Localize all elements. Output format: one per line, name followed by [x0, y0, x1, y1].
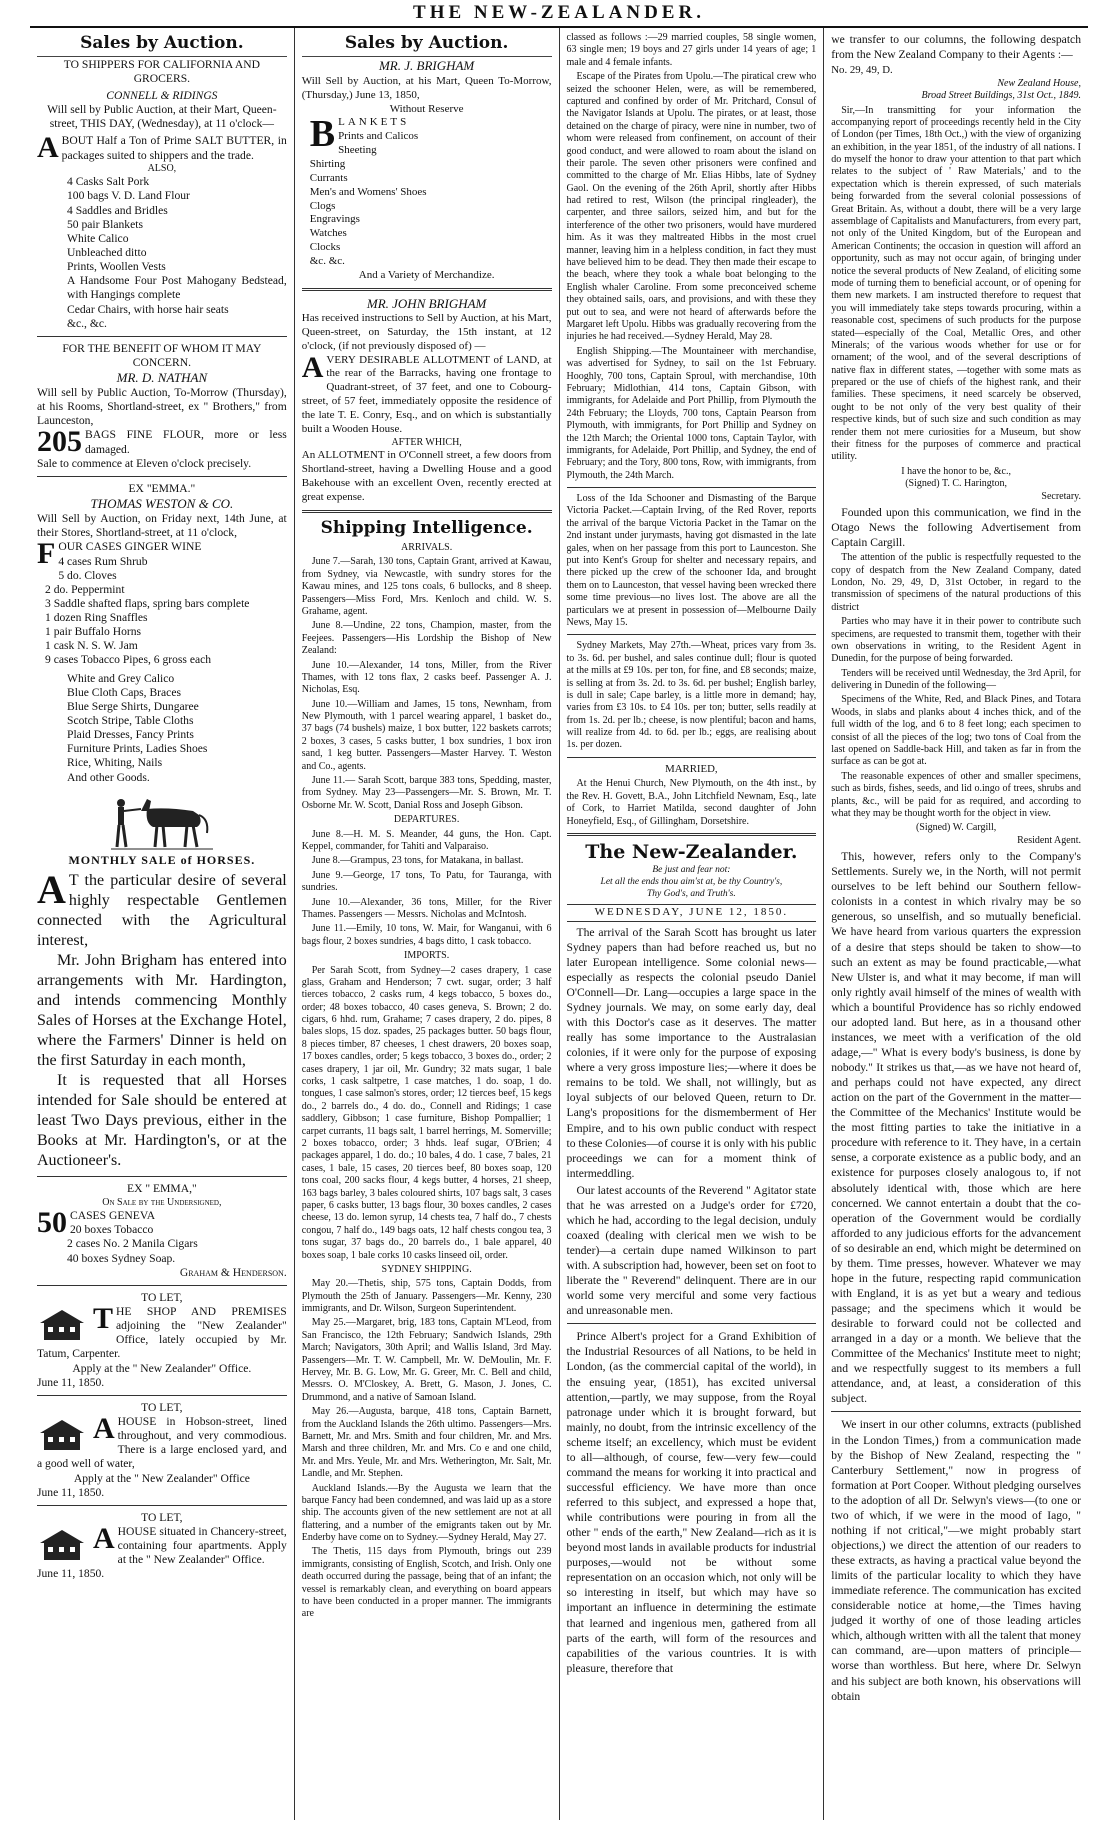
ad-text: HOUSE situated in Chancery-street, containing four apartments. Apply at the " New Zealander" Office. [117, 1524, 287, 1567]
horse-with-groom-icon [107, 789, 217, 851]
apply-text: Apply at the " New Zealander" Office [73, 1471, 250, 1485]
list-item: 20 boxes Tobacco [70, 1223, 154, 1237]
news-paragraph: Loss of the Ida Schooner and Dismasting of the Barque Victoria Packet.—Captain Irving, of the Red Rover, reports the arrival of the barque Victoria Packet in the Tamar on the 2nd instant under jurymasts, having got dismasted in the late gales, when on her passage from this port to Launceston. She put into Kent's Group for shelter and necessary repairs, and there picked up the crew of the schooner Ida, and brought them on to Launceston, that vessel having been wrecked there some time previous—no lives lost. The above are all the particulars we at present in possession of—Melbourne Daily News, May 15. [566, 493, 817, 628]
ad-text: CASES GENEVA [70, 1208, 156, 1222]
ad-text: An ALLOTMENT in O'Connell street, a few doors from Shortland-street, having a Dwelling House and a good Bakehouse with an excellent Oven, recently erected at great expense. [301, 449, 552, 503]
auctioneer-name: MR. D. NATHAN [116, 370, 208, 386]
list-item: Blue Serge Shirts, Dungaree [67, 699, 199, 713]
motto-line: Be just and fear not: [652, 864, 731, 875]
list-item: 1 cask N. S. W. Jam [45, 639, 138, 653]
list-item: 9 cases Tobacco Pipes, 6 gross each [45, 653, 212, 667]
news-paragraph: classed as follows :—29 married couples, 58 single women, 63 single men; 19 boys and 27 girls under 14 years of age; 1 male and 4 female infants. [566, 32, 817, 68]
ad-heading: TO LET, [141, 1290, 183, 1304]
motto-line: Let all the ends thou aim'st at, be thy Country's, [600, 876, 783, 887]
house-icon [37, 1418, 87, 1452]
paper-title: The New-Zealander. [585, 841, 798, 864]
ad-heading: EX " EMMA," [127, 1182, 197, 1196]
list-item: LANKETS [338, 116, 410, 129]
list-item: Watches [309, 227, 347, 240]
ad-text: It is requested that all Horses intended for Sale should be entered at least Two Days previous, either in the Books at Mr. Hardington's, or at the Auctioneer's. [37, 1072, 287, 1170]
list-item: Cedar Chairs, with horse hair seats [67, 302, 229, 316]
list-item: 4 Casks Salt Pork [67, 175, 150, 189]
ad-heading: MONTHLY SALE of HORSES. [68, 852, 256, 867]
list-item: And other Goods. [67, 770, 150, 784]
news-paragraph: Per Sarah Scott, from Sydney—2 cases drapery, 1 case glass, Graham and Henderson; 7 cwt. sugar, order; 3 half tierces tobacco, 2 casks rum, 4 kegs tobacco, 5 boxes do., order; 48 boxes tobacco, 40 cases geneva, S. Brown; 2 do. cigars, 6 hhd. rum, Grahame; 7 cases drapery, 2 do. pipes, 8 bales slops, 15 doz. spades, 25 packages butter. 50 bags flour, 8 pieces timber, 87 cheeses, 1 chest drawers, 20 boxes soap, 17 boxes candles, order; 5 kegs tobacco, 3 boxes do., order; 2 cases drapery, 1 jar oil, Mr. Gundry; 32 mats sugar, 1 bale corks, 1 cask saltpetre, 1 case matches, 1 do. soap, 1 do. tongues, 1 case salmon's stores, order; 12 tierces beef, 15 kegs do., 2 barrels do., 4 do. do., Connell and Ridings; 1 case saddlery, Gibbson; 1 case furniture, Bishop Pompallier; 1 carpet currants, 11 bags salt, 1 barrel herrings, M. Somerville; 2 boxes tobacco, order; 3 hhds. leaf sugar, O'Brien; 4 packages apparel, 1 do. do.; 10 bales, 4 do. 1 case, 7 bales, 21 cases, 1 bale, 15 cases, 20 tierces beef, 80 boxes soap, 120 tons coal, 200 sacks flour, 4 kegs butter, 4 horses, 21 sheep, 163 bags barley, 3 bales coloured shirts, 107 bags salt, 3 cases paper, 6 casks butter, 13 bags flour, 30 boxes candles, 2 cases cheese, 13 do. lemon syrup, 14 chests tea, 7 half do., 7 chests congou, 7 half do., 149 bags oats, 12 half chests congou tea, 3 tons sugar, 37 bags do., 20 barrels do., 1 bale apparel, 40 boxes soap, 1 bale corks 10 casks linseed oil, order. [301, 964, 552, 1261]
news-paragraph: The Thetis, 115 days from Plymouth, brings out 239 immigrants, consisting of English, Scotch, and Irish. Only one death occurred during the passage, being that of an infant; the vessel is remarkably clean, and everything on board appears to have been conducted in a proper manner. The immigrants are [301, 1546, 552, 1620]
ad-heading: FOR THE BENEFIT OF WHOM IT MAY CONCERN. [62, 341, 262, 370]
section-heading: Shipping Intelligence. [320, 517, 533, 538]
apply-text: Apply at the " New Zealander" Office. [72, 1361, 252, 1375]
section-heading: Sales by Auction. [37, 33, 287, 57]
news-paragraph: June 9.—George, 17 tons, To Patu, for Tauranga, with sundries. [301, 869, 552, 894]
ad-text: Sale to commence at Eleven o'clock precisely. [37, 456, 252, 470]
column-3 [559, 28, 824, 1820]
list-item: &c. &c. [309, 254, 345, 267]
ad-text: Will sell by Public Auction, at their Mart, Queen-street, THIS DAY, (Wednesday), at 11 o'clock— [47, 103, 277, 131]
news-paragraph: June 11.— Sarah Scott, barque 383 tons, Spedding, master, from Sydney. May 23—Passengers—Mr. S. Brown, Mr. T. Osborne Mr. W. Scott, Danial Ross and Joseph Gibson. [301, 775, 552, 811]
auctioneer-name: MR. J. BRIGHAM [378, 58, 475, 74]
drop-cap: T [93, 1304, 114, 1335]
news-paragraph: June 8.—H. M. S. Meander, 44 guns, the Hon. Capt. Keppel, commander, for Tahiti and Valparaiso. [301, 828, 552, 852]
auctioneer-name: THOMAS WESTON & CO. [90, 496, 234, 512]
ad-text: BOUT Half a Ton of Prime SALT BUTTER, in packages suited to shippers and the trade. [61, 134, 287, 162]
advertisement-paragraph: Tenders will be received until Wednesday, the 3rd April, for delivering in Dunedin of the following— [831, 667, 1081, 692]
list-item: 1 dozen Ring Snaffles [45, 611, 148, 625]
dateline: WEDNESDAY, JUNE 12, 1850. [567, 904, 817, 922]
drop-cap: A [93, 1414, 115, 1445]
quantity-number: 50 [37, 1208, 67, 1238]
news-paragraph: June 8.—Grampus, 23 tons, for Matakana, in ballast. [311, 855, 524, 867]
masthead: THE NEW-ZEALANDER. [30, 0, 1088, 28]
news-paragraph: Escape of the Pirates from Upolu.—The piratical crew who seized the schooner Helen, were, as will be remembered, captured and confined by order of Mr. Pritchard, Consul of the Navigator Islands at Upolu. The pirates, or at least, those detained on the charge of piracy, were nine in number, two of whom were released from confinement, on account of their good conduct, and were allowed to roam about the island on their parole. The seven other prisoners were confined and committed to the charge of Mr. Elias Hibbs, late of Sydney Gaol. On the evening of the 26th April, shortly after Hibbs had retired to rest, Wilson (the principal ringleader), the carpenter, and three sailors, seized him, and but for the interference of the other two prisoners, would have murdered him. As it was they maltreated Hibbs in the most cruel manner, leaving him in a helpless condition, in fact they must have believed him to be dead. They then made their escape to the beach, where they took a whale boat belonging to the English whaler Caroline. From some preconceived scheme they obtained sails, oars, and provisions, and with these they put out to sea, and were not heard of afterwards before the Margaret left Upolu. Hibbs was gradually recovering from the injuries he had received.—Sydney Herald, May 28. [566, 71, 817, 343]
ad-text: HOUSE in Hobson-street, lined throughout, and very commodious. There is a large enclosed yard, and a good well of water, [37, 1414, 287, 1471]
ad-text: HE SHOP AND PREMISES adjoining the "New Zealander" Office, lately occupied by Mr. Tatum, Carpenter. [37, 1304, 287, 1361]
ad-heading: TO LET, [141, 1510, 183, 1524]
list-item: Engravings [309, 213, 360, 226]
list-item: Sheeting [338, 144, 377, 157]
column-4 [823, 28, 1088, 1820]
house-icon [37, 1528, 87, 1562]
letter-paragraph: Sir,—In transmitting for your information the accompanying report of proceedings recently held in the City of London (per Times, 18th Oct.,) with the view of organizing an exhibition, in the year 1851, of the industry of all nations. I do myself the honor to draw your attention to that part which relates to the subject of ' Raw Materials,' and to the expectation which is therein expressed, of such materials being forwarded from the several colonial possessions of Great Britain. As, without a doubt, there will be a very large assemblage of Capitalists and Manufacturers, from every part, not only of the United Kingdom, but of the European and American Continents; the occasion in question will afford an opportunity, such as may not occur again, of bringing under notice the several products of New Zealand, of eliciting some mode of turning them to beneficial account, or of opening for them new markets. I am instructed therefore to request that you will immediately take steps towards procuring, within a reasonable cost, specimens of such products for the purpose stated—especially of the Coal, Metallic Ores, and other Minerals; of the various woods whether for use or for ornament; of the wool, and of the several descriptions of native flax in different states, —together with some mats as prepared or the use of chiefs of the highest rank, and their families. These specimens, it need scarcely be observed, ought to be not only of the very best quality of their respective kinds, but of such size and such condition as may render them not mere curiosities for a Museum, but show their fitness for the purposes of commerce and practical utility. [831, 104, 1081, 463]
signature-title: Secretary. [1041, 490, 1081, 502]
news-paragraph: May 26.—Augusta, barque, 418 tons, Captain Barnett, from the Auckland Islands the 26th ultimo. Passengers—Mrs. Barnett, Mr. and Mrs. Smith and four children, Mr. and Mrs. Marsh and three children, Mr. and Mrs. Co e and one child, Mr. and Mrs. Yeule, Mr. and Mrs. Wetherington, Mr. Salt, Mr. Landle, and Mr. Stephen. [301, 1406, 552, 1480]
signature: Graham & Henderson. [179, 1265, 287, 1279]
list-item: 4 Saddles and Bridles [67, 203, 168, 217]
ad-text: Has received instructions to Sell by Auction, at his Mart, Queen-street, on Saturday, the 15th instant, at 12 o'clock, (if not previously disposed of) — [301, 312, 552, 352]
quantity-number: 205 [37, 428, 82, 457]
signature: (Signed) T. C. Harington, [905, 478, 1008, 490]
ad-text: BAGS FINE FLOUR, more or less damaged. [85, 428, 287, 456]
drop-cap: F [37, 540, 56, 571]
list-item: Unbleached ditto [67, 246, 147, 260]
news-paragraph: June 10.—William and James, 15 tons, Newnham, from New Plymouth, with 1 parcel wearing apparel, 1 basket do., 37 bags (74 bushels) maize, 1 box butter, 122 baskets carrots; 2 boxes, 3 cases, 5 casks butter, 1 box sundries, 1 box iron sand, 1 keg butter. Passengers—Master Harvey. T. Weston and Co., agents. [301, 698, 552, 772]
news-paragraph: At the Henui Church, New Plymouth, on the 4th inst., by the Rev. H. Govett, B.A., John Litchfield Newnam, Esq., late of Cork, to Harriet Matilda, second daughter of John Honeyfield, Esq., of Gillingham, Dorsetshire. [566, 778, 817, 827]
ad-text: T the particular desire of several highly respectable Gentlemen connected with the Agricultural interest, [37, 872, 287, 950]
subheading: IMPORTS. [404, 950, 450, 962]
list-item: 2 cases No. 2 Manila Cigars [67, 1237, 198, 1251]
subheading: ARRIVALS. [401, 542, 453, 554]
signature-title: Resident Agent. [1017, 834, 1081, 846]
ad-text: Without Reserve [389, 102, 464, 115]
ad-text: On Sale by the Undersigned, [102, 1196, 222, 1208]
ad-text: Will sell by Public Auction, To-Morrow (Thursday), at his Rooms, Shortland-street, ex " Brothers," from Launceston, [37, 386, 287, 428]
list-item: 100 bags V. D. Land Flour [67, 189, 190, 203]
ad-text: OUR CASES GINGER WINE [58, 540, 202, 554]
news-paragraph: May 25.—Margaret, brig, 183 tons, Captain M'Leod, from San Francisco, the 12th February; Sandwich Islands, 29th March; Navigators, 30th April; and Wallis Island, 3rd May. Passengers—Mr. T. W. Campbell, Mr. W. DeMoulin, Mr. F. Hervey, Mr. B. G. Low, Mr. G. Greer, Mr. C. Bell and child, Messrs. O. M'Closkey, A. Brett, G. Mason, J. Jones, C. Drummond, and a native of Samoan Island. [301, 1317, 552, 1403]
ad-heading: EX "EMMA." [128, 482, 196, 496]
list-item: 4 cases Rum Shrub [58, 554, 148, 568]
list-item: Rice, Whiting, Nails [67, 756, 163, 770]
drop-cap: A [93, 1524, 115, 1555]
date-text: June 11, 1850. [37, 1567, 105, 1581]
editorial-paragraph: we transfer to our columns, the following despatch from the New Zealand Company to their Agents :— [831, 33, 1081, 62]
letter-closing: I have the honor to be, &c., [901, 465, 1011, 477]
news-paragraph: English Shipping.—The Mountaineer with merchandise, was advertised for Sydney, to sail on the 1st February. Hooghly, 700 tons, Captain Sproul, with merchandise, 10th February; Midlothian, 414 tons, Captain Gibson, with immigrants, for Adelaide and Port Phillip, from Plymouth the 24th February; the Lloyds, 700 tons, Captain Pearson from Plymouth, with immigrants, for Port Phillip and Sydney on the 12th March; the Oriental 1000 tons, Captain Taylor, with immigrants, for Adelaide, Port Phillip, and Sydney, the end of February; and the Tory, 800 tons, Row, with immigrants, from Plymouth, the 24th March. [566, 345, 817, 481]
list-item: Clocks [309, 241, 341, 254]
column-2 [294, 28, 559, 1820]
list-item: White and Grey Calico [67, 671, 175, 685]
editorial-paragraph: Our latest accounts of the Reverend " Agitator state that he was arrested on a Judge's order for £720, which he had, according to the legal decision, unduly coaxed (dealing with clerical men we wish to be tender)—a certain dupe named Wilkinson to part with. A subscription had, however, been set on foot to liberate the " Reverend" delinquent. There are in our world some very merciful and some very factious and unreasonable men. [566, 1183, 817, 1318]
drop-cap: A [301, 350, 324, 384]
section-heading: Sales by Auction. [302, 33, 552, 57]
advertisement-paragraph: Specimens of the White, Red, and Black Pines, and Totara Woods, in slabs and planks about 4 inches thick, and of the full width of the log, and 6 to 8 feet long; each specimen to consist of all the pieces of the log; two tons of Coal from the last opened on Saddle-back Hill, and taken as far in from the surface as can be got at. [831, 694, 1081, 768]
auctioneer-name: CONNELL & RIDINGS [106, 89, 218, 103]
signature: (Signed) W. Cargill, [915, 822, 997, 834]
editorial-paragraph: This, however, refers only to the Company's Settlements. Surely we, in the North, will not permit ourselves to be left behind our Southern fellow-colonists in a contest in which rivalry may be so generous, so unselfish, and so mutually beneficial. We have heard from various quarters the expression of a desire that steps should be taken to show—to such an extent as may be found practicable,—what New Ulster is, and what it may become, if man will only rightly avail himself of the mines of wealth with which a bountiful Providence has so richly endowed our adopted land. But here, as in a thousand other instances, we meet with a verification of the old adage,—" What is every body's business, is done by nobody." It strikes us that,—as we have not heard of, and perhaps could not have expected, any direct action on the part of the Government in the matter—the Committee of the Mechanics' Institute would be the most fitting parties to take the initiative in a procedure with reference to it. They have, in a certain sense, a corporate existence as a public body, and an existence for purposes closely analogous to, if not absolutely identical with, those which are here concerned. We cannot entertain a doubt that the co-operation of the Government would be cordially afforded to any judicious efforts for the advancement of so desirable an end, which might be determined on by them. Time presses, however. Whatever we may hope in the future, respecting rapid communication with England, it is as yet but a weary and tedious passage; and the specimens which it would be desirable to forward could not be collected and arranged in a day or a month. We believe that the Committee of the Mechanics' Institute meet to night; and we respectfully suggest to its members a full attendance, and, at least, a consideration of this subject. [831, 850, 1081, 1406]
ad-text: VERY DESIRABLE ALLOTMENT of LAND, at the rear of the Barracks, having one frontage to Quadrant-street, of 37 feet, and one to Cobourg-street, of 57 feet, immediately opposite the residence of the late T. E. Conry, Esq., and on which is substantially built a Wooden House. [301, 353, 552, 435]
news-paragraph: May 20.—Thetis, ship, 575 tons, Captain Dodds, from Plymouth the 25th of January. Passengers—Mr. Kenny, 230 immigrants, and Dr. Wilson, Surgeon Superintendent. [301, 1278, 552, 1315]
list-item: Currants [309, 171, 348, 184]
news-paragraph: June 8.—Undine, 22 tons, Champion, master, from the Feejees. Passengers—His Lordship the Bishop of New Zealand: [301, 620, 552, 657]
editorial-paragraph: The arrival of the Sarah Scott has brought us later Sydney papers than had before reached us, but no later European intelligence. Some colonial news—especially as respects the colonial pseudo Daniel O'Connell—Dr. Lang—occupies a large space in the Sydney journals. We may, on some early day, deal with this Doctor's case as it deserves. The matter really has some importance to the Australasian colonies, if it were only for the purpose of exposing where a very gross imposture lies;—where it does be remains to be told. We shall, not willingly, but as loyal subjects of our beloved Queen, return to Dr. Lang's propositions for the dismemberment of Her Empire, and to his own public conduct with respect to these Colonies—of course it is only with his public proceedings we can for a moment think of intermeddling. [566, 925, 817, 1180]
date-text: June 11, 1850. [37, 1485, 105, 1499]
house-icon [37, 1308, 87, 1342]
column-1 [30, 28, 294, 1820]
item-list [37, 175, 287, 331]
subheading: MARRIED, [665, 762, 718, 775]
list-item: Prints, Woollen Vests [67, 260, 166, 274]
news-paragraph: June 11.—Emily, 10 tons, W. Mair, for Wanganui, with 6 bags flour, 2 boxes sundries, 4 bags ditto, 1 cask tobacco. [301, 923, 552, 947]
ad-text: Mr. John Brigham has entered into arrangements with Mr. Hardington, and intends commencing Monthly Sales of Horses at the Exchange Hotel, where the Farmers' Dinner is held on the first Saturday in each month, [37, 952, 287, 1070]
list-item: Prints and Calicos [338, 130, 419, 143]
list-item: 3 Saddle shafted flaps, spring bars complete [45, 596, 250, 610]
ad-text: Will Sell by Auction, at his Mart, Queen To-Morrow, (Thursday,) June 13, 1850, [301, 74, 552, 101]
subheading: SYDNEY SHIPPING. [381, 1263, 472, 1275]
letter-address: Broad Street Buildings, 31st Oct., 1849. [921, 90, 1081, 102]
drop-cap: B [309, 116, 336, 156]
advertisement-paragraph: The reasonable expences of other and smaller specimens, such as birds, fishes, seeds, and lid o.ingo of trees, shrubs and plants, &c., will be paid for as required, and according to what they may be thought worth for the object in view. [831, 770, 1081, 819]
drop-cap: A [37, 867, 66, 913]
list-item: Men's and Womens' Shoes [309, 185, 427, 198]
auctioneer-name: MR. JOHN BRIGHAM [366, 295, 487, 311]
list-item: Clogs [309, 199, 336, 212]
news-paragraph: Auckland Islands.—By the Augusta we learn that the barque Fancy had been condemned, and was laid up as a store ship. The accounts given of the new settlement are not at all flattering, and a number of the emigrants taken out by Mr. Enderby have come on to Sydney.—Sydney Herald, May 27. [301, 1482, 552, 1544]
ad-heading: TO SHIPPERS FOR CALIFORNIA AND GROCERS. [63, 57, 261, 85]
ad-text: AFTER WHICH, [391, 436, 462, 448]
news-paragraph: Sydney Markets, May 27th.—Wheat, prices vary from 3s. to 3s. 6d. per bushel, and sales continue dull; flour is quoted at the mills at £9 10s. per ton, for fine, and £8 seconds; maize, is selling at from 3s. 2d. to 3s. 6d. per bushel; English barley, is dull in sale; Cape barley, is a little more in demand; hay, varies from £3 10s. to £4 10s. per ton; butter, sells readily at from 1s. 2d. per lb.; cheese, is now plentiful; bacon and hams, will realize from 4d. to 6d. per lb.; eggs, are realising about 1s. per dozen. [566, 640, 817, 751]
list-item: 50 pair Blankets [67, 217, 143, 231]
reference-number: No. 29, 49, D. [831, 64, 893, 77]
list-item: Scotch Stripe, Table Cloths [67, 714, 194, 728]
list-item: Furniture Prints, Ladies Shoes [67, 742, 208, 756]
list-item: A Handsome Four Post Mahogany Bedstead, with Hangings complete [67, 274, 287, 302]
list-item: Plaid Dresses, Fancy Prints [67, 728, 194, 742]
drop-cap: A [37, 131, 59, 165]
list-item: &c., &c. [67, 316, 107, 330]
list-item: White Calico [67, 231, 129, 245]
list-item: 2 do. Peppermint [45, 582, 125, 596]
list-item: 5 do. Cloves [58, 568, 117, 582]
ad-text: And a Variety of Merchandize. [358, 268, 495, 281]
list-item: Blue Cloth Caps, Braces [67, 685, 181, 699]
advertisement-paragraph: Parties who may have it in their power to contribute such specimens, are requested to transmit them, together with their own observations in writing, to the Resident Agent in Dunedin, for the purpose of being forwarded. [831, 616, 1081, 665]
news-paragraph: June 7.—Sarah, 130 tons, Captain Grant, arrived at Kawau, from Sydney, via Newcastle, with sundry stores for the Kawau mines, and 125 tons coals, 6 bullocks, and 8 sheep. Passengers—Miss Ford, Mrs. Kenloch and child. W. S. Grahame, agent. [301, 556, 552, 617]
list-item: 40 boxes Sydney Soap. [67, 1251, 176, 1265]
also-label: ALSO, [147, 162, 177, 174]
ad-heading: TO LET, [141, 1400, 183, 1414]
date-text: June 11, 1850. [37, 1375, 105, 1389]
advertisement-paragraph: The attention of the public is respectfully requested to the copy of despatch from the New Zealand Company, dated London, No. 29, 49, D, 31st October, in regard to the transmission of specimens of the natural productions of this district [831, 552, 1081, 613]
letter-address: New Zealand House, [997, 77, 1081, 89]
news-paragraph: June 10.—Alexander, 36 tons, Miller, for the River Thames. Passengers — Messrs. Nicholas and McIntosh. [301, 896, 552, 920]
list-item: 1 pair Buffalo Horns [45, 625, 142, 639]
ad-text: Will Sell by Auction, on Friday next, 14th June, at their Stores, Shortland-street, at 11 o'clock, [37, 512, 287, 540]
list-item: Shirting [309, 157, 346, 170]
editorial-paragraph: Prince Albert's project for a Grand Exhibition of the Industrial Resources of all Nations, to be held in London, (as the commercial capital of the world), in the ensuing year, (1851), has excited universal attention,—partly, we may suppose, from the Royal patronage under which it is brought forward, but mainly, no doubt, from the intrinsic excellency of the scheme itself; an excellency, which must be evident to all—although, of course, few—very few—could command the means for working it into practical and successful efficiency. We have more than once referred to this subject, and expressed a hope that, while contributions were pouring in from all the other " ends of the earth," New Zealand—rich as it is beyond most lands in available products for industrial purposes,—would not be without some representation on an occasion which, not only will be so interesting in itself, but which may have so important an influence in determining the estimate that learned and ingenious men, gathered from all parts of the earth, will form of the resources and capabilities of the various countries. It is with pleasure, therefore that [566, 1330, 817, 1675]
editorial-paragraph: Founded upon this communication, we find in the Otago News the following Advertisement from Captain Cargill. [831, 506, 1081, 550]
editorial-paragraph: We insert in our other columns, extracts (published in the London Times,) from a communication made by the Bishop of New Zealand, respecting the " Canterbury Settlement," now in progress of formation at Port Cooper. Without pledging ourselves to the adoption of all Dr. Selwyn's views—(to one or two of which, if we were in the mood of Iago, " nothing if not critical,"—we might probably start objections,) we direct the attention of our readers to these extracts, as having a practical value beyond the limits of the particular locality to which they have immediate reference. The communication has excited considerable notice at home,—the Times having judged it worthy of one of those leading articles which, although written with all the talent that money can command, are—upon matters of principle—worse than worthless. But here, where Dr. Selwyn and his subject are both known, his observations will obtain [831, 1418, 1081, 1703]
news-paragraph: June 10.—Alexander, 14 tons, Miller, from the River Thames, with 12 tons flax, 2 casks beef. Passenger A. J. Nicholas, Esq. [301, 659, 552, 696]
subheading: DEPARTURES. [393, 814, 460, 826]
motto-line: Thy God's, and Truth's. [646, 888, 736, 899]
